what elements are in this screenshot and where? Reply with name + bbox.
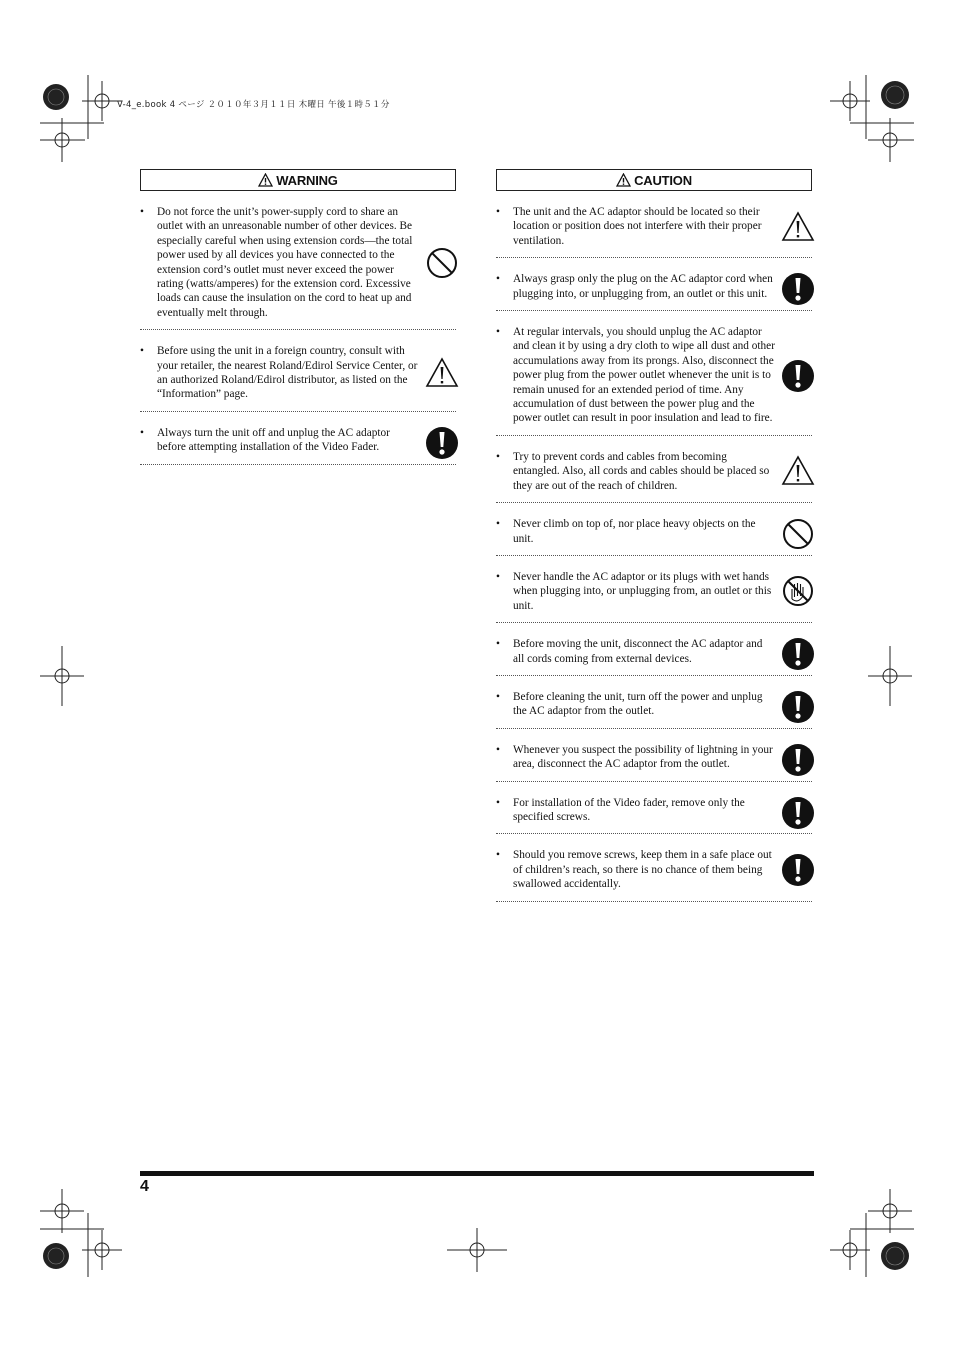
warning-item-text: • Do not force the unit’s power-supply cord to share an outlet with an unreasonable number of other devices. Be especially careful when using extension cords—the total power used by all devices you have connected to the extension cord’s outlet must never exceed the power rating (watts/amperes) for the extension cord. Excessive loads can cause the insulation on the cord to heat up and eventually melt through. — [157, 205, 419, 320]
caution-item — [496, 834, 812, 901]
caution-header — [496, 169, 812, 191]
caution-item-text: • Try to prevent cords and cables from becoming entangled. Also, all cords and cables should be placed so they are out of the reach of children. — [513, 450, 775, 493]
warning-header — [140, 169, 456, 191]
caution-item — [496, 623, 812, 676]
warning-title: WARNING — [276, 172, 338, 188]
caution-item — [496, 556, 812, 623]
caution-item — [496, 729, 812, 782]
mandatory-action-icon — [781, 690, 815, 724]
caution-item-text: • Should you remove screws, keep them in a safe place out of children’s reach, so there is no chance of them being swallowed accidentally. — [513, 848, 775, 891]
caution-item-text: • For installation of the Video fader, remove only the specified screws. — [513, 796, 775, 825]
caution-item-text: • The unit and the AC adaptor should be located so their location or position does not interfere with their proper ventilation. — [513, 205, 775, 248]
caution-item-text: • Before cleaning the unit, turn off the power and unplug the AC adaptor from the outlet. — [513, 690, 775, 719]
prohibited-icon — [425, 246, 459, 280]
no-wet-hands-icon — [781, 574, 815, 608]
caution-item — [496, 191, 812, 258]
mandatory-action-icon — [781, 637, 815, 671]
caution-item — [496, 503, 812, 556]
caution-item — [496, 436, 812, 503]
warning-item — [140, 191, 456, 330]
caution-item-text: • Before moving the unit, disconnect the AC adaptor and all cords coming from external devices. — [513, 637, 775, 666]
mandatory-action-icon — [781, 272, 815, 306]
warning-item — [140, 412, 456, 465]
caution-item-text: • Never climb on top of, nor place heavy objects on the unit. — [513, 517, 775, 546]
caution-section — [496, 169, 812, 902]
warning-item-text: • Before using the unit in a foreign country, consult with your retailer, the nearest Roland/Edirol Service Center, or an authorized Roland/Edirol distributor, as listed on the “Information” page. — [157, 344, 419, 402]
caution-triangle-icon — [258, 173, 273, 187]
caution-triangle-icon — [781, 454, 815, 488]
caution-item-text: • Always grasp only the plug on the AC adaptor cord when plugging into, or unplugging from, an outlet or this unit. — [513, 272, 775, 301]
warning-section — [140, 169, 456, 465]
caution-item — [496, 782, 812, 835]
caution-item — [496, 258, 812, 311]
caution-item — [496, 676, 812, 729]
caution-item — [496, 311, 812, 436]
caution-triangle-icon — [616, 173, 631, 187]
mandatory-action-icon — [781, 743, 815, 777]
caution-title: CAUTION — [634, 172, 692, 188]
mandatory-action-icon — [781, 359, 815, 393]
caution-item-text: • Never handle the AC adaptor or its plugs with wet hands when plugging into, or unplugging from, an outlet or this unit. — [513, 570, 775, 613]
mandatory-action-icon — [425, 426, 459, 460]
warning-item-text: • Always turn the unit off and unplug the AC adaptor before attempting installation of the Video Fader. — [157, 426, 419, 455]
warning-item — [140, 330, 456, 412]
print-header: V-4_e.book 4 ページ ２０１０年３月１１日 木曜日 午後１時５１分 — [117, 100, 390, 110]
mandatory-action-icon — [781, 853, 815, 887]
footer-rule — [140, 1171, 814, 1176]
page-number: 4 — [140, 1178, 149, 1195]
caution-item-text: • At regular intervals, you should unplug the AC adaptor and clean it by using a dry cloth to wipe all dust and other accumulations away from its prongs. Also, disconnect the power plug from the power outlet whenever the unit is to remain unused for an extended period of time. Any accumulation of dust between the power plug and the power outlet can result in poor insulation and lead to fire. — [513, 325, 775, 426]
prohibited-icon — [781, 517, 815, 551]
caution-triangle-icon — [425, 356, 459, 390]
caution-triangle-icon — [781, 210, 815, 244]
mandatory-action-icon — [781, 796, 815, 830]
caution-item-text: • Whenever you suspect the possibility of lightning in your area, disconnect the AC adaptor from the outlet. — [513, 743, 775, 772]
